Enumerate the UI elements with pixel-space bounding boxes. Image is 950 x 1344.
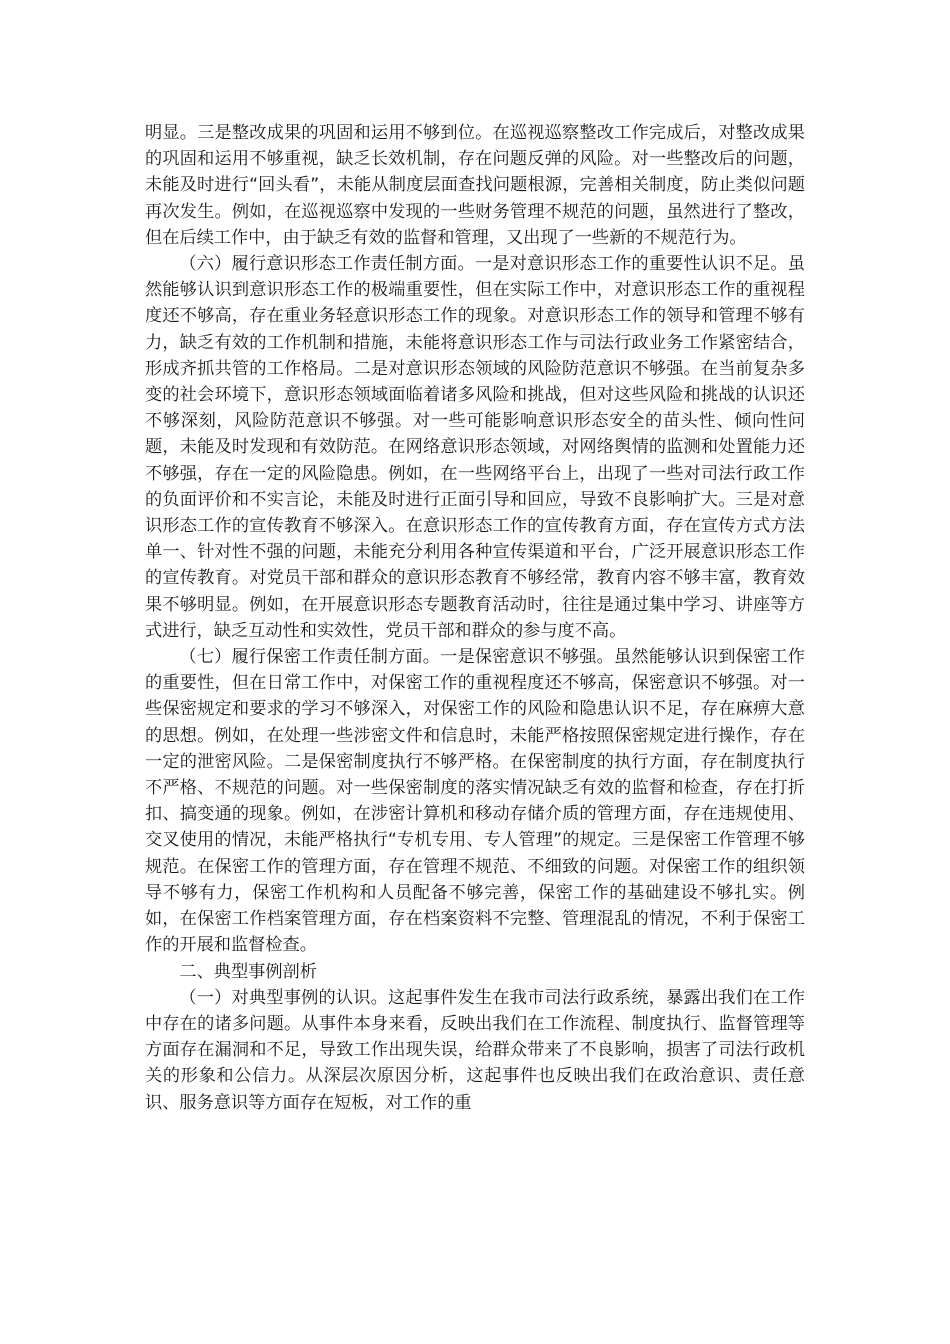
paragraph-section-6: （六）履行意识形态工作责任制方面。一是对意识形态工作的重要性认识不足。虽然能够认识到意识形态工作的极端重要性，但在实际工作中，对意识形态工作的重视程度还不够高，存在重业务轻意识形态工作的现象。对意识形态工作的领导和管理不够有力，缺乏有效的工作机制和措施，未能将意识形态工作与司法行政业务工作紧密结合，形成齐抓共管的工作格局。二是对意识形态领域的风险防范意识不够强。在当前复杂多变的社会环境下，意识形态领域面临着诸多风险和挑战，但对这些风险和挑战的认识还不够深刻，风险防范意识不够强。对一些可能影响意识形态安全的苗头性、倾向性问题，未能及时发现和有效防范。在网络意识形态领域，对网络舆情的监测和处置能力还不够强，存在一定的风险隐患。例如，在一些网络平台上，出现了一些对司法行政工作的负面评价和不实言论，未能及时进行正面引导和回应，导致不良影响扩大。三是对意识形态工作的宣传教育不够深入。在意识形态工作的宣传教育方面，存在宣传方式方法单一、针对性不强的问题，未能充分利用各种宣传渠道和平台，广泛开展意识形态工作的宣传教育。对党员干部和群众的意识形态教育不够经常，教育内容不够丰富，教育效果不够明显。例如，在开展意识形态专题教育活动时，往往是通过集中学习、讲座等方式进行，缺乏互动性和实效性，党员干部和群众的参与度不高。 <box>145 254 805 641</box>
section-heading: 二、典型事例剖析 <box>179 961 317 982</box>
paragraph-section-7: （七）履行保密工作责任制方面。一是保密意识不够强。虽然能够认识到保密工作的重要性，但在日常工作中，对保密工作的重视程度还不够高，保密意识不够强。对一些保密规定和要求的学习不够深入，对保密工作的风险和隐患认识不足，存在麻痹大意的思想。例如，在处理一些涉密文件和信息时，未能严格按照保密规定进行操作，存在一定的泄密风险。二是保密制度执行不够严格。在保密制度的执行方面，存在制度执行不严格、不规范的问题。对一些保密制度的落实情况缺乏有效的监督和检查，存在打折扣、搞变通的现象。例如，在涉密计算机和移动存储介质的管理方面，存在违规使用、交叉使用的情况，未能严格执行“专机专用、专人管理”的规定。三是保密工作管理不够规范。在保密工作的管理方面，存在管理不规范、不细致的问题。对保密工作的组织领导不够有力，保密工作机构和人员配备不够完善，保密工作的基础建设不够扎实。例如，在保密工作档案管理方面，存在档案资料不完整、管理混乱的情况，不利于保密工作的开展和监督检查。 <box>145 647 805 956</box>
document-page <box>145 120 805 1116</box>
paragraph-continuation: 明显。三是整改成果的巩固和运用不够到位。在巡视巡察整改工作完成后，对整改成果的巩固和运用不够重视，缺乏长效机制，存在问题反弹的风险。对一些整改后的问题，未能及时进行“回头看”，未能从制度层面查找问题根源，完善相关制度，防止类似问题再次发生。例如，在巡视巡察中发现的一些财务管理不规范的问题，虽然进行了整改，但在后续工作中，由于缺乏有效的监督和管理，又出现了一些新的不规范行为。 <box>145 123 805 248</box>
paragraph-subsection-2-1: （一）对典型事例的认识。这起事件发生在我市司法行政系统，暴露出我们在工作中存在的诸多问题。从事件本身来看，反映出我们在工作流程、制度执行、监督管理等方面存在漏洞和不足，导致工作出现失误，给群众带来了不良影响，损害了司法行政机关的形象和公信力。从深层次原因分析，这起事件也反映出我们在政治意识、责任意识、服务意识等方面存在短板，对工作的重 <box>145 987 805 1113</box>
